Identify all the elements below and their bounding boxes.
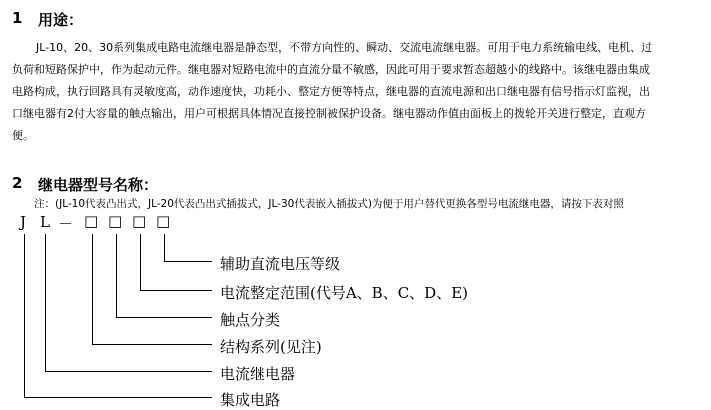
body-line: 口继电器有2付大容量的触点输出，用户可根据具体情况直接控制被保护设备。继电器动作值由面板上的拨轮开关进行整定，直观方 [12,107,646,120]
body-line: 便。 [12,129,34,142]
code-box-range: □ [132,212,147,230]
label-current-range: 电流整定范围(代号A、B、C、D、E) [220,284,469,302]
body-line: 负荷和短路保护中，作为起动元件。继电器对短路电流中的直流分量不敏感，因此可用于要求暂态超越小的线路中。该继电器由集成 [12,63,650,76]
section-1-title: 用途： [38,11,84,29]
section-1-number: 1 [12,9,23,27]
code-box-voltage: □ [156,212,171,230]
section-2-note: 注：(JL-10代表凸出式，JL-20代表凸出式插拔式，JL-30代表嵌入插拔式)为便于用户替代更换各型号电流继电器，请按下表对照 [34,198,624,210]
section-2-number: 2 [12,174,23,192]
label-structure-series: 结构系列(见注) [220,338,322,356]
label-contact-type: 触点分类 [220,311,281,329]
section-2-title: 继电器型号名称： [38,176,159,194]
bracket-line-voltage [165,234,213,262]
bracket-line-structure [93,234,213,345]
code-letter-j: J [20,213,27,231]
bracket-line-range [141,234,213,291]
bracket-line-ic [25,234,213,398]
code-dash: － [58,215,74,233]
code-box-contact: □ [108,212,123,230]
code-letter-l: L [40,213,50,231]
label-current-relay: 电流继电器 [220,365,296,383]
label-integrated-circuit: 集成电路 [220,391,281,409]
label-aux-dc-voltage: 辅助直流电压等级 [220,255,341,273]
body-line: JL-10、20、30系列集成电路电流继电器是静态型，不带方向性的、瞬动、交流电流继电器。可用于电力系统输电线、电机、过 [36,41,653,54]
bracket-line-current-relay [46,234,213,372]
body-line: 电路构成，执行回路具有灵敏度高，动作速度快，功耗小、整定方便等特点，继电器的直流电源和出口继电器有信号指示灯监视，出 [12,85,650,98]
code-box-structure: □ [84,212,99,230]
